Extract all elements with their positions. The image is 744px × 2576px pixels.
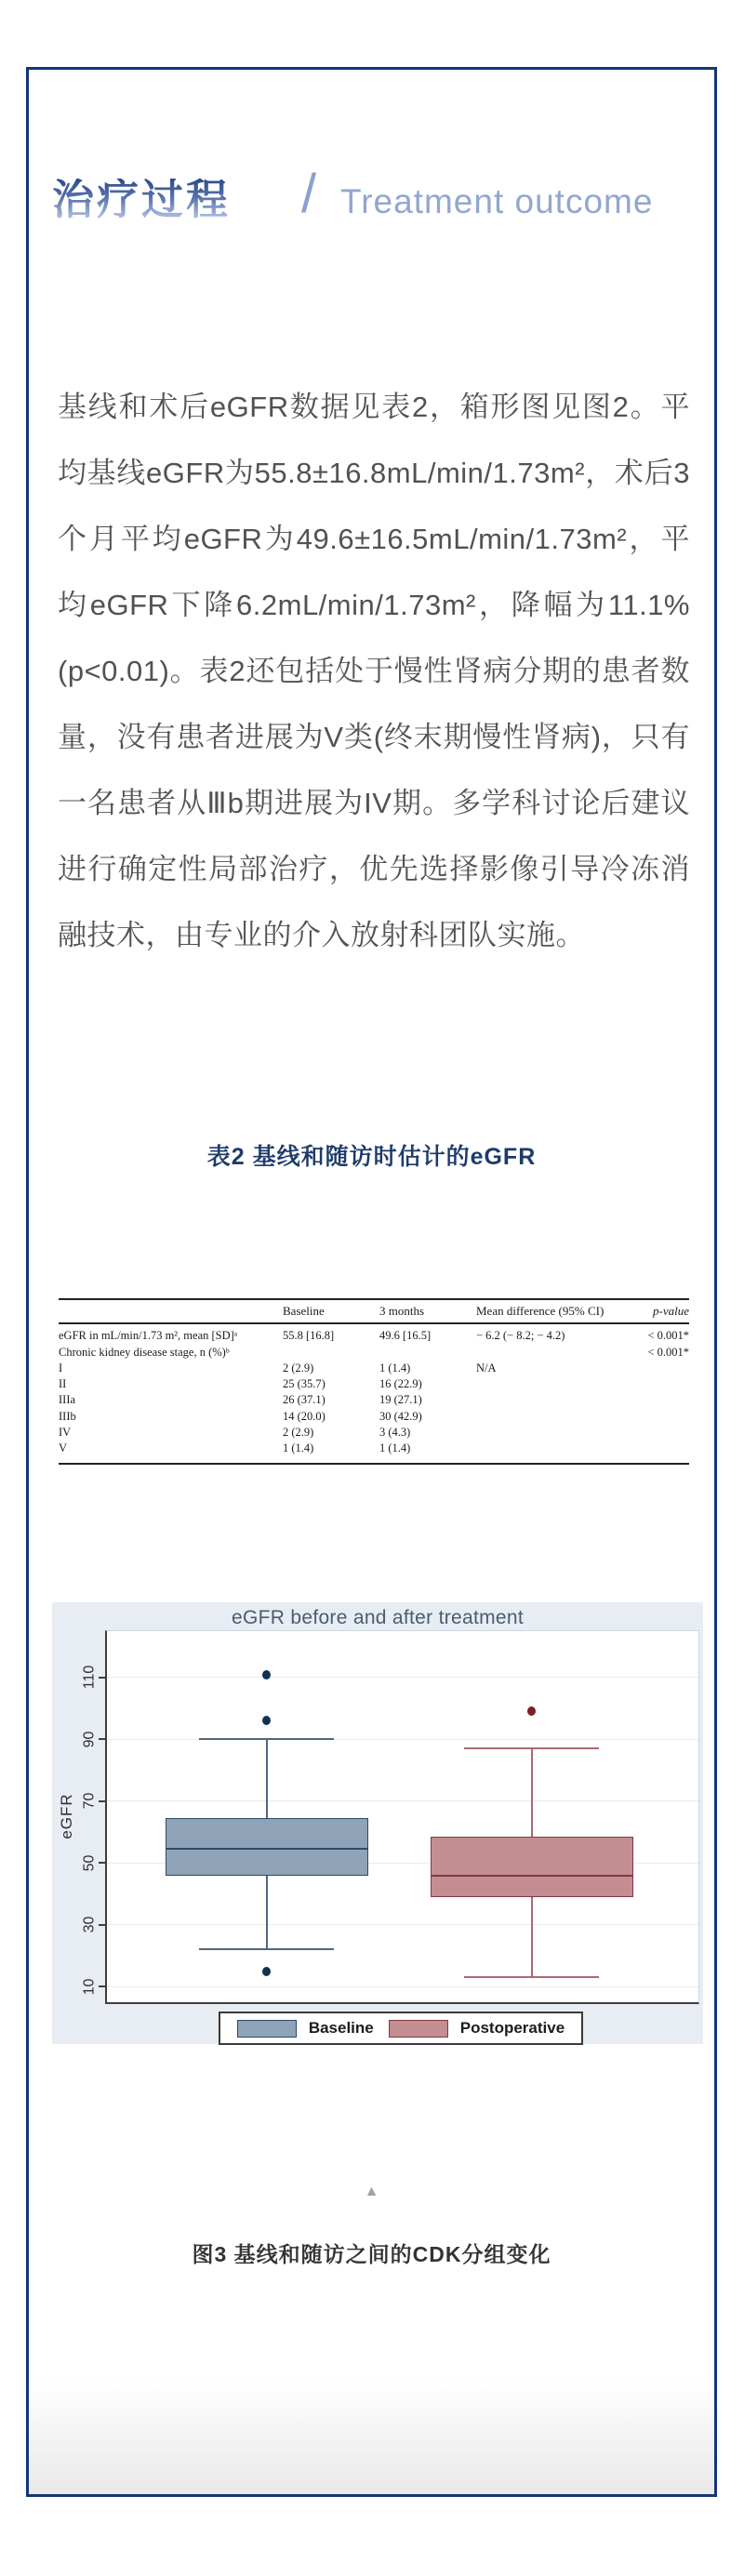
table-row	[59, 1441, 689, 1456]
collapse-triangle-icon[interactable]: ▲	[364, 2184, 379, 2199]
box-baseline	[166, 1818, 368, 1876]
table-cell	[283, 1345, 379, 1361]
table-cell: 16 (22.9)	[379, 1377, 422, 1391]
table-title: 表2 基线和随访时估计的eGFR	[206, 1144, 537, 1170]
table-cell: < 0.001*	[647, 1345, 689, 1359]
table-cell: 1 (1.4)	[379, 1441, 411, 1455]
table-body	[59, 1324, 689, 1462]
section-title-zh: 治疗过程	[52, 176, 232, 223]
outlier-dot	[262, 1967, 271, 1976]
baseline-swatch	[237, 2020, 297, 2038]
whisker-cap-top	[464, 1747, 599, 1749]
table-row	[59, 1376, 689, 1392]
table-cell: 1 (1.4)	[379, 1361, 411, 1374]
table-row	[59, 1345, 689, 1361]
table-cell: IIIa	[59, 1393, 76, 1407]
table-cell: − 6.2 (− 8.2; − 4.2)	[476, 1329, 565, 1343]
table-cell	[59, 1303, 283, 1319]
table-row	[59, 1392, 689, 1408]
legend-item-postoperative	[389, 2019, 565, 2038]
postoperative-swatch	[389, 2020, 448, 2038]
chart-title: eGFR before and after treatment	[232, 1607, 524, 1628]
boxplot-figure	[52, 1602, 703, 2044]
table-cell: 3 (4.3)	[379, 1426, 411, 1440]
y-axis-label: eGFR	[58, 1793, 75, 1839]
legend-label-postoperative: Postoperative	[459, 2019, 565, 2037]
table-cell	[476, 1409, 615, 1425]
gridline	[107, 1924, 698, 1925]
whisker-cap-top	[199, 1738, 334, 1740]
table-cell: IV	[59, 1426, 72, 1440]
table-cell	[615, 1425, 689, 1441]
table-cell: < 0.001*	[647, 1329, 689, 1343]
gridline	[107, 1677, 698, 1678]
outlier-dot	[527, 1706, 536, 1716]
table-row	[59, 1409, 689, 1425]
table-cell: II	[59, 1377, 67, 1391]
table-cell: 26 (37.1)	[283, 1393, 326, 1407]
table-cell	[476, 1441, 615, 1456]
table-cell: 30 (42.9)	[379, 1409, 422, 1423]
y-tick-label: 70	[81, 1792, 97, 1810]
table-cell: 19 (27.1)	[379, 1393, 422, 1407]
table-cell: 1 (1.4)	[283, 1441, 314, 1455]
outlier-dot	[262, 1670, 271, 1680]
table-row	[59, 1425, 689, 1441]
whisker-cap-bottom	[464, 1976, 599, 1978]
body-paragraph: 基线和术后eGFR数据见表2，箱形图见图2。平均基线eGFR为55.8±16.8mL/min/1.73m²，术后3个月平均eGFR为49.6±16.5mL/min/1.73m²，平均eGFR下降6.2mL/min/1.73m²，降幅为11.1%(p<0.01)。表2还包括处于慢性肾病分期的患者数量，没有患者进展为V类(终末期慢性肾病)，只有一名患者从Ⅲb期进展为IV期。多学科讨论后建议进行确定性局部治疗，优先选择影像引导冷冻消融技术，由专业的介入放射科团队实施。	[58, 391, 690, 951]
y-axis-tick	[99, 1738, 106, 1740]
y-axis-tick	[99, 1677, 106, 1679]
legend-label-baseline: Baseline	[308, 2019, 374, 2037]
gridline	[107, 1739, 698, 1740]
outlier-dot	[262, 1716, 271, 1725]
table-cell	[615, 1392, 689, 1408]
table-cell: Baseline	[283, 1304, 325, 1318]
y-tick-label: 90	[81, 1731, 97, 1748]
table-cell: V	[59, 1441, 68, 1455]
table-cell	[476, 1392, 615, 1408]
table-cell: 25 (35.7)	[283, 1377, 326, 1391]
y-tick-label: 50	[81, 1854, 97, 1872]
legend-item-baseline	[237, 2019, 374, 2038]
figure-caption: 图3 基线和随访之间的CDK分组变化	[192, 2242, 551, 2266]
y-axis-tick	[99, 1924, 106, 1926]
whisker-cap-bottom	[199, 1948, 334, 1950]
table-row	[59, 1361, 689, 1376]
table-cell: Chronic kidney disease stage, n (%)ᵇ	[59, 1345, 230, 1359]
table-cell	[476, 1425, 615, 1441]
table-cell	[476, 1345, 615, 1361]
gridline	[107, 1800, 698, 1801]
plot-area	[81, 1630, 699, 2004]
median-line	[431, 1875, 633, 1877]
y-tick-label: 110	[81, 1666, 97, 1690]
gridline	[107, 1986, 698, 1987]
table-cell: 14 (20.0)	[283, 1409, 326, 1423]
table-cell: p-value	[653, 1304, 689, 1318]
median-line	[166, 1848, 368, 1850]
table-cell: 2 (2.9)	[283, 1361, 314, 1374]
y-tick-label: 30	[81, 1916, 97, 1933]
table-cell	[615, 1409, 689, 1425]
y-axis-tick	[99, 1800, 106, 1802]
table-cell: 3 months	[379, 1304, 425, 1318]
box-postoperative	[431, 1837, 633, 1897]
table-cell	[476, 1376, 615, 1392]
table-row	[59, 1328, 689, 1344]
chart-legend	[219, 2012, 583, 2045]
table-cell	[615, 1376, 689, 1392]
table-cell	[615, 1361, 689, 1376]
table-cell: IIIb	[59, 1409, 76, 1423]
table-cell: 55.8 [16.8]	[283, 1329, 335, 1343]
table-cell	[615, 1441, 689, 1456]
egfr-table	[59, 1298, 689, 1465]
slash-divider-icon: /	[301, 164, 317, 224]
table-cell: 2 (2.9)	[283, 1426, 314, 1440]
table-cell: I	[59, 1361, 63, 1374]
section-title-en: Treatment outcome	[340, 182, 654, 220]
table-cell: Mean difference (95% CI)	[476, 1304, 604, 1318]
table-header-row	[59, 1300, 689, 1324]
table-cell: N/A	[476, 1361, 497, 1374]
y-axis-tick	[99, 1985, 106, 1987]
table-cell	[379, 1345, 476, 1361]
table-cell: 49.6 [16.5]	[379, 1329, 432, 1343]
table-cell: eGFR in mL/min/1.73 m², mean [SD]ᵃ	[59, 1329, 238, 1343]
y-axis-tick	[99, 1862, 106, 1864]
card-bottom-fade	[29, 2378, 714, 2494]
y-tick-label: 10	[81, 1978, 97, 1996]
